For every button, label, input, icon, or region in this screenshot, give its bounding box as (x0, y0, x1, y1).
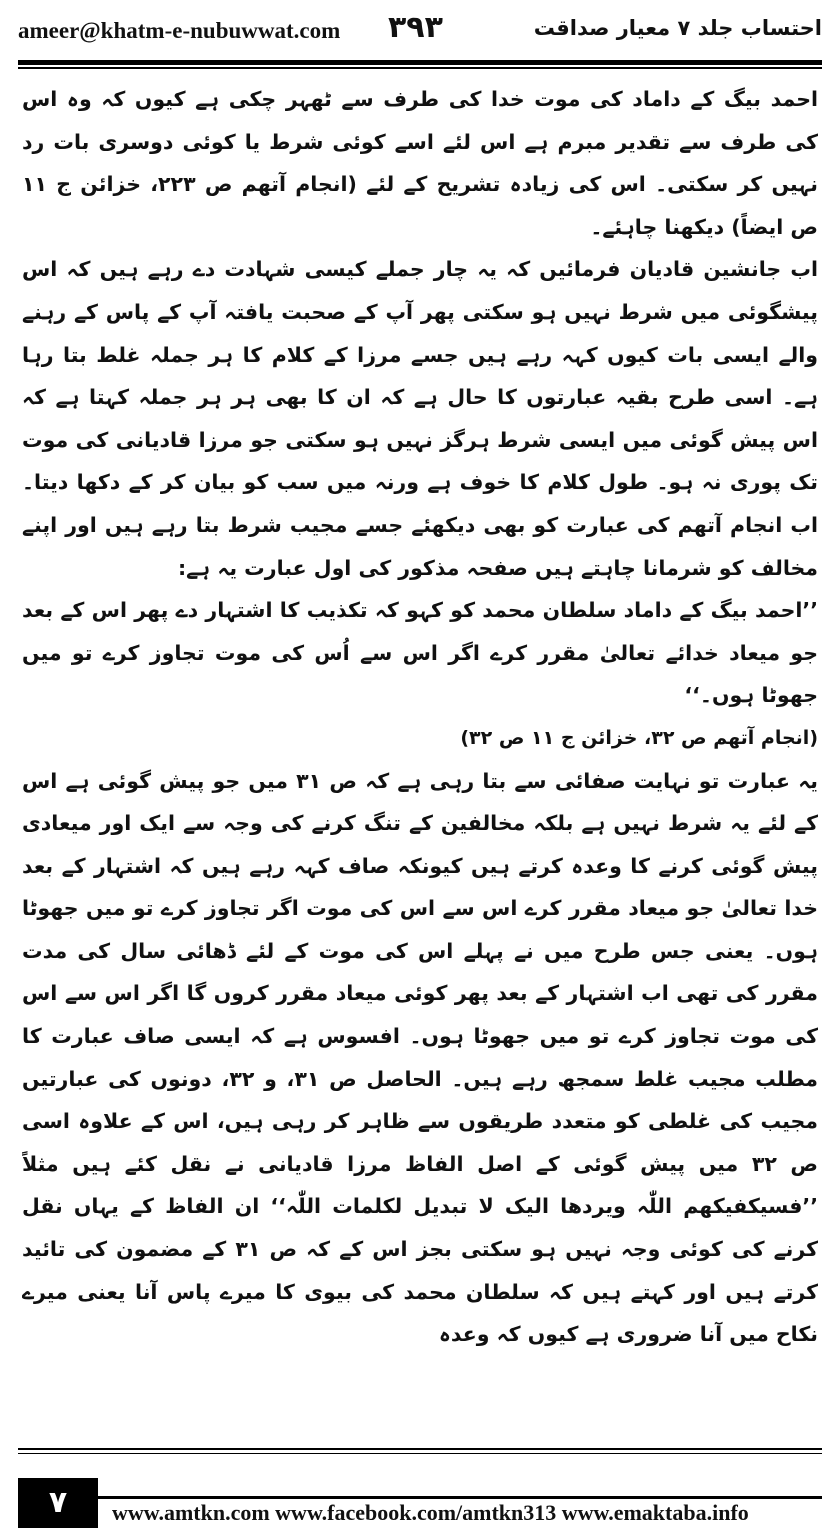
footer-page-marker: ۷ (48, 1485, 68, 1520)
header-running-title: احتساب جلد ۷ معیار صداقت (533, 16, 822, 40)
footer-urls[interactable]: www.amtkn.com www.facebook.com/amtkn313 www.emaktaba.info (112, 1500, 749, 1525)
quotation: ’’احمد بیگ کے داماد سلطان محمد کو کہو کہ تکذیب کا اشتہار دے پھر اس کے بعد جو میعاد خدائے تعالیٰ مقرر کرے اگر اس سے اُس کی موت تجاوز کرے تو میں جھوٹا ہوں۔‘‘ (22, 598, 818, 708)
header-email[interactable]: ameer@khatm-e-nubuwwat.com (18, 18, 341, 43)
header-rule-thin (18, 67, 822, 69)
header-rule-thick (18, 60, 822, 65)
paragraph-3: یہ عبارت تو نہایت صفائی سے بتا رہی ہے کہ ص ۳۱ میں جو پیش گوئی ہے اس کے لئے یہ شرط نہیں ہے بلکہ مخالفین کے تنگ کرنے کی وجہ سے ایک اور میعادی پیش گوئی کرنے کا وعدہ کرتے ہیں کیونکہ صاف کہہ رہے ہیں کہ اشتہار کے بعد خدا تعالیٰ جو میعاد مقرر کرے اس سے اس کی موت اگر تجاوز کرے تو میں جھوٹا ہوں۔ یعنی جس طرح میں نے پہلے اس کی موت کے لئے ڈھائی سال کی مدت مقرر کی تھی اب اشتہار کے بعد پھر کوئی میعاد مقرر کروں گا اگر اس سے اس کی موت تجاوز کرے تو میں جھوٹا ہوں۔ افسوس ہے کہ ایسی صاف عبارت کا مطلب مجیب غلط سمجھ رہے ہیں۔ الحاصل ص ۳۱، و ۳۲، دونوں کی عبارتیں مجیب کی غلطی کو متعدد طریقوں سے ظاہر کر رہی ہیں، اس کے علاوہ اسی ص ۳۲ میں پیش گوئی کے اصل الفاظ مرزا قادیانی نے نقل کئے ہیں مثلاً ’’فسیکفیکھم اللّٰہ ویردھا الیک لا تبدیل لکلمات اللّٰہ‘‘ ان الفاظ کے یہاں نقل کرنے کی کوئی وجہ نہیں ہو سکتی بجز اس کے کہ ص ۳۱ کے مضمون کی تائید کرتے ہیں اور کہتے ہیں کہ سلطان محمد کی بیوی کا میرے پاس آنا یعنی میرے نکاح میں آنا ضروری ہے کیوں کہ وعدہ (22, 768, 818, 1347)
footer-rule-thick (18, 1448, 822, 1450)
header-page-number: ۳۹۳ (388, 10, 443, 45)
paragraph-1: احمد بیگ کے داماد کی موت خدا کی طرف سے ٹھہر چکی ہے کیوں کہ وہ اس کی طرف سے تقدیر مبرم ہے اس لئے اسے کوئی شرط یا کوئی دوسری بات رد نہیں کر سکتی۔ اس کی زیادہ تشریح کے لئے (انجام آتھم ص ۲۲۳، خزائن ج ۱۱ ص ایضاً) دیکھنا چاہئے۔ (22, 87, 818, 239)
footer-rule-thin (18, 1453, 822, 1454)
page-header (18, 10, 822, 58)
page-body (22, 78, 818, 1430)
quotation-reference: (انجام آتھم ص ۳۲، خزائن ج ۱۱ ص ۳۲) (460, 726, 818, 749)
paragraph-2: اب جانشین قادیان فرمائیں کہ یہ چار جملے کیسی شہادت دے رہے ہیں کہ اس پیشگوئی میں شرط نہیں ہو سکتی پھر آپ کے صحبت یافتہ آپ کے پاس کے رہنے والے ایسی بات کیوں کہہ رہے ہیں جسے مرزا کے کلام کا ہر جملہ غلط بتا رہا ہے۔ اسی طرح بقیہ عبارتوں کا حال ہے کہ ان کا بھی ہر ہر جملہ کہتا ہے کہ اس پیش گوئی میں ایسی شرط ہرگز نہیں ہو سکتی جو مرزا قادیانی کی موت تک پوری نہ ہو۔ طول کلام کا خوف ہے ورنہ میں سب کو بیان کر کے دکھا دیتا۔ اب انجام آتھم کی عبارت کو بھی دیکھئے جسے مجیب شرط بتا رہے ہیں اور اپنے مخالف کو شرمانا چاہتے ہیں صفحہ مذکور کی اول عبارت یہ ہے: (22, 257, 818, 580)
